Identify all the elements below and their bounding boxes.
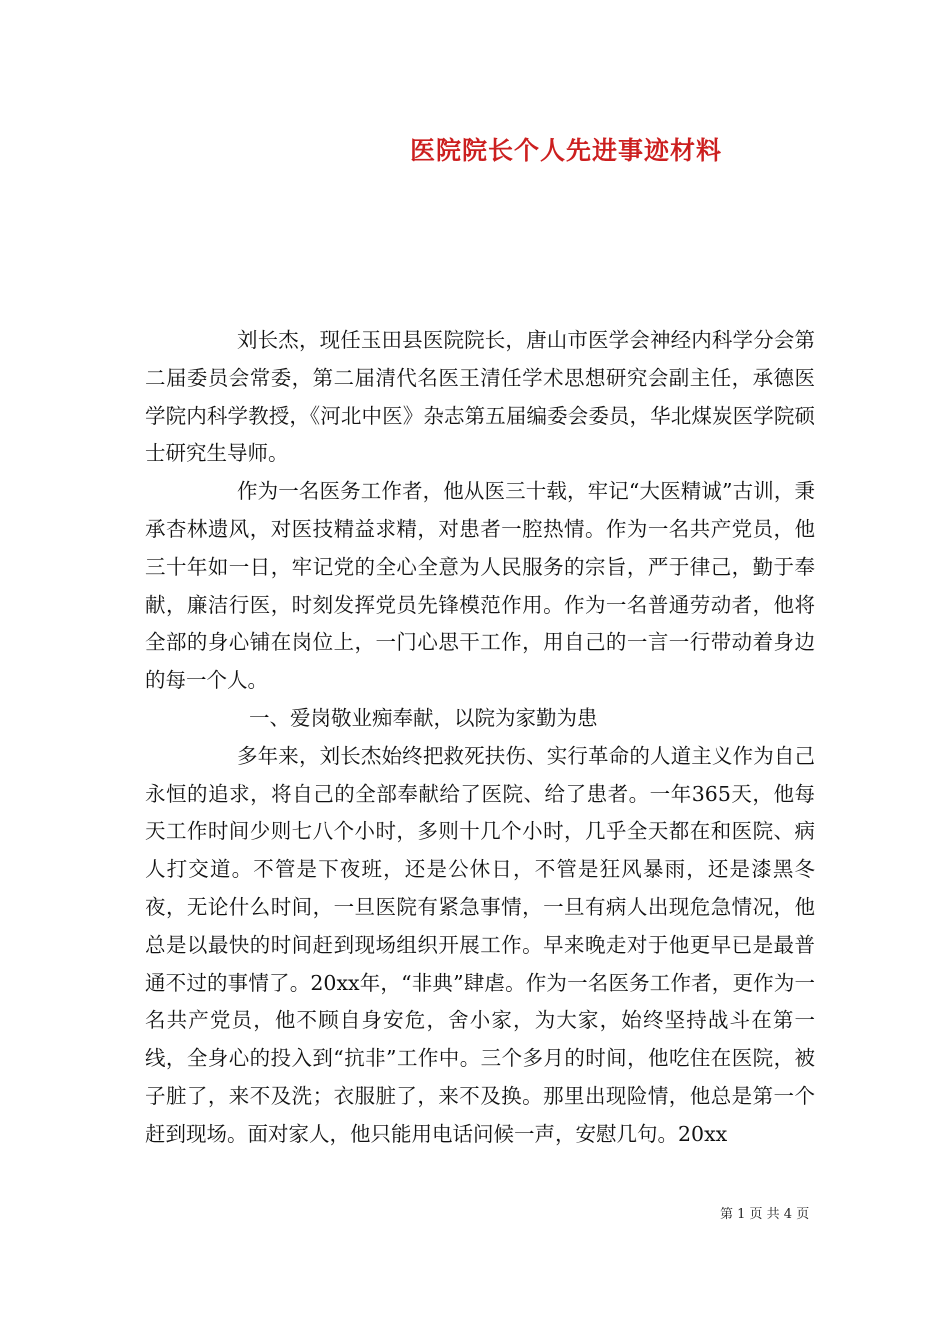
section-heading: 一、爱岗敬业痴奉献，以院为家勤为患	[249, 705, 598, 730]
paragraph-intro: 刘长杰，现任玉田县医院院长，唐山市医学会神经内科学分会第二届委员会常委，第二届清代名医王清任学术思想研究会副主任，承德医学院内科学教授，《河北中医》杂志第五届编委会委员，华北煤炭医学院硕士研究生导师。	[145, 328, 815, 466]
paragraph-profile: 作为一名医务工作者，他从医三十载，牢记“大医精诚”古训，秉承杏林遗风，对医技精益求精，对患者一腔热情。作为一名共产党员，他三十年如一日，牢记党的全心全意为人民服务的宗旨，严于律己，勤于奉献，廉洁行医，时刻发挥党员先锋模范作用。作为一名普通劳动者，他将全部的身心铺在岗位上，一门心思干工作，用自己的一言一行带动着身边的每一个人。	[145, 479, 815, 693]
document-title: 医院院长个人先进事迹材料	[410, 136, 723, 165]
page-number-footer: 第 1 页 共 4 页	[720, 1207, 810, 1222]
paragraph-section-one: 多年来，刘长杰始终把救死扶伤、实行革命的人道主义作为自己永恒的追求，将自己的全部奉献给了医院、给了患者。一年365天，他每天工作时间少则七八个小时，多则十几个小时，几乎全天都在和医院、病人打交道。不管是下夜班，还是公休日，不管是狂风暴雨，还是漆黑冬夜，无论什么时间，一旦医院有紧急事情，一旦有病人出现危急情况，他总是以最快的时间赶到现场组织开展工作。早来晚走对于他更早已是最普通不过的事情了。20xx年，“非典”肆虐。作为一名医务工作者，更作为一名共产党员，他不顾自身安危，舍小家，为大家，始终坚持战斗在第一线，全身心的投入到“抗非”工作中。三个多月的时间，他吃住在医院，被子脏了，来不及洗；衣服脏了，来不及换。那里出现险情，他总是第一个赶到现场。面对家人，他只能用电话问候一声，安慰几句。20xx	[145, 743, 815, 1146]
document-body	[145, 322, 815, 1154]
